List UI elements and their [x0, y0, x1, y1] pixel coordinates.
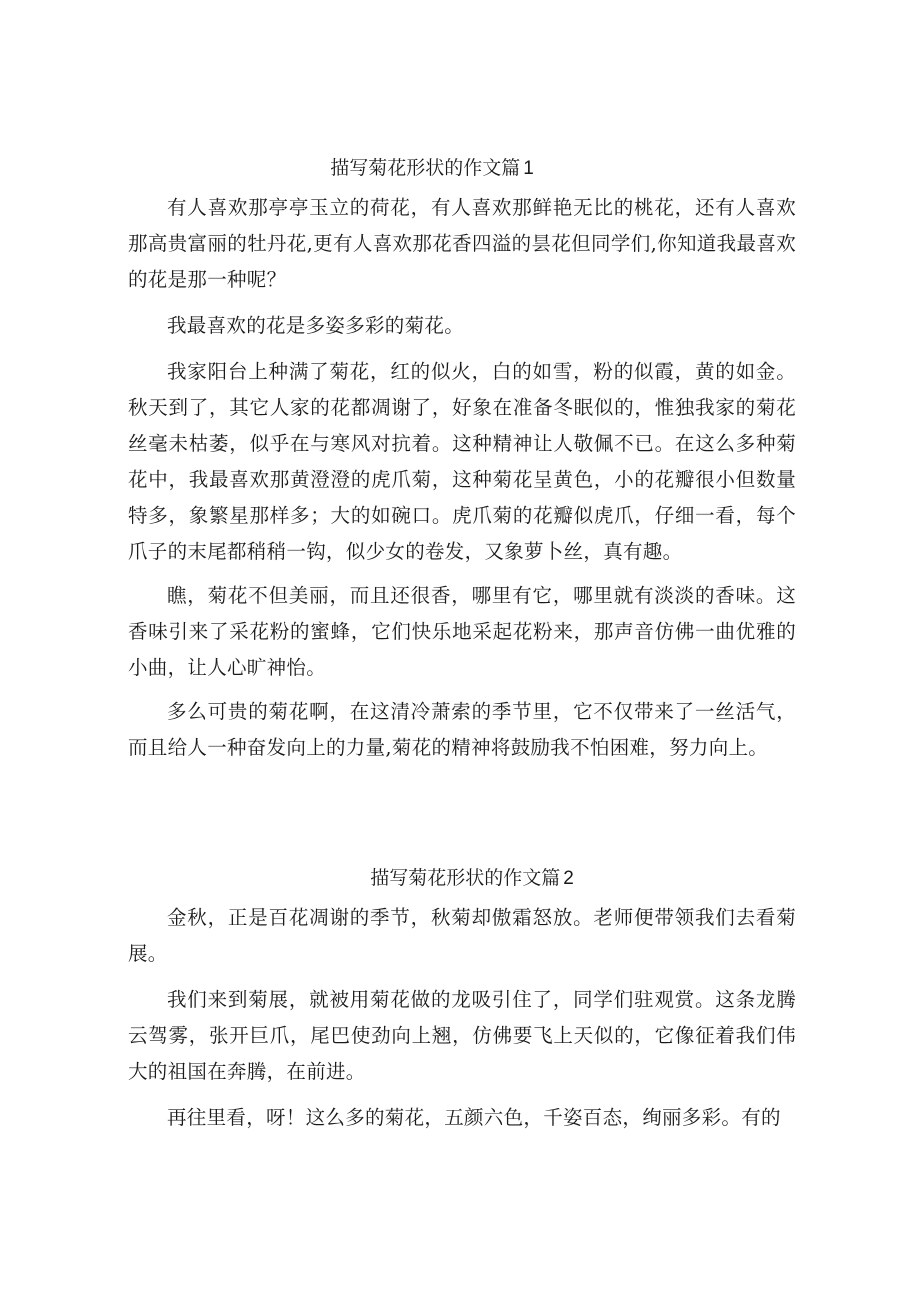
paragraph: 我家阳台上种满了菊花，红的似火，白的如雪，粉的似霞，黄的如金。秋天到了，其它人家的花都凋谢了，好象在准备冬眠似的，惟独我家的菊花丝毫未枯萎，似乎在与寒风对抗着。这种精神让人敬佩不已。在这么多种菊花中，我最喜欢那黄澄澄的虎爪菊，这种菊花呈黄色，小的花瓣很小但数量特多，象繁星那样多；大的如碗口。虎爪菊的花瓣似虎爪，仔细一看，每个爪子的末尾都稍稍一钩，似少女的卷发，又象萝卜丝，真有趣。	[128, 360, 796, 563]
essay-section-1	[128, 155, 796, 766]
paragraph: 我们来到菊展，就被用菊花做的龙吸引住了，同学们驻观赏。这条龙腾云驾雾，张开巨爪，尾巴使劲向上翘，仿佛要飞上天似的，它像征着我们伟大的祖国在奔腾，在前进。	[128, 988, 796, 1083]
section-number: 2	[563, 868, 574, 889]
section-number: 1	[523, 158, 534, 179]
paragraph: 多么可贵的菊花啊，在这清冷萧索的季节里，它不仅带来了一丝活气，而且给人一种奋发向上的力量,菊花的精神将鼓励我不怕困难，努力向上。	[128, 700, 796, 759]
paragraph: 有人喜欢那亭亭玉立的荷花，有人喜欢那鲜艳无比的桃花，还有人喜欢那高贵富丽的牡丹花,更有人喜欢那花香四溢的昙花但同学们,你知道我最喜欢的花是那一种呢？	[128, 196, 796, 291]
section-title-2	[148, 865, 796, 892]
section-title-text: 描写菊花形状的作文篇	[330, 157, 521, 179]
section-title-1	[68, 155, 796, 182]
paragraph: 瞧，菊花不但美丽，而且还很香，哪里有它，哪里就有淡淡的香味。这香味引来了采花粉的蜜蜂，它们快乐地采起花粉来，那声音仿佛一曲优雅的小曲，让人心旷神怡。	[128, 584, 796, 679]
section-title-text: 描写菊花形状的作文篇	[370, 867, 561, 889]
essay-section-2	[128, 865, 796, 1136]
paragraph: 金秋，正是百花凋谢的季节，秋菊却傲霜怒放。老师便带领我们去看菊展。	[128, 906, 796, 965]
paragraph: 我最喜欢的花是多姿多彩的菊花。	[167, 314, 465, 337]
paragraph: 再往里看，呀！这么多的菊花，五颜六色，千姿百态，绚丽多彩。有的	[167, 1106, 781, 1129]
